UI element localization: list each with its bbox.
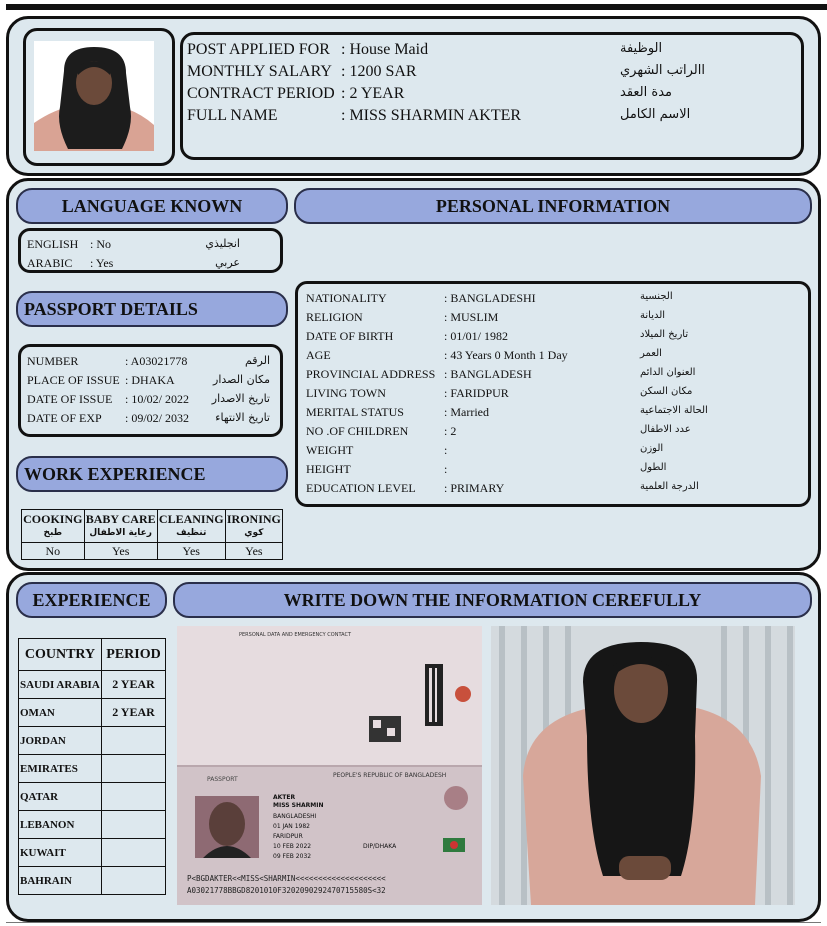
banner-title: WRITE DOWN THE INFORMATION CEREFULLY [173, 582, 812, 618]
work-skill-en: COOKING [23, 512, 83, 526]
work-skill-header [84, 510, 157, 543]
personal-value: : BANGLADESH [444, 367, 532, 381]
personal-label: NO .OF CHILDREN [306, 424, 409, 438]
experience-period: 2 YEAR [102, 699, 166, 727]
full-body-photo [491, 626, 795, 905]
scan-top-heading: PERSONAL DATA AND EMERGENCY CONTACT [239, 632, 352, 638]
work-skill-value: Yes [84, 543, 157, 560]
header-value: : MISS SHARMIN AKTER [341, 107, 522, 124]
personal-value: : 01/01/ 1982 [444, 329, 509, 343]
personal-label: RELIGION [306, 310, 363, 324]
experience-country: OMAN [19, 699, 102, 727]
header-label: POST APPLIED FOR [187, 41, 330, 58]
experience-row [19, 783, 166, 811]
header-arabic: الوظيفة [620, 41, 663, 56]
passport-value: : 10/02/ 2022 [125, 392, 190, 406]
work-skill-value: No [22, 543, 85, 560]
experience-row [19, 727, 166, 755]
passport-value: : 09/02/ 2032 [125, 411, 190, 425]
personal-arabic: الجنسية [640, 291, 673, 302]
work-skill-ar: رعاية الاطفال [89, 528, 152, 538]
personal-label: EDUCATION LEVEL [306, 481, 416, 495]
work-table [21, 509, 283, 560]
scan-expiry: 09 FEB 2032 [273, 853, 312, 860]
header-value: : 2 YEAR [341, 85, 405, 102]
work-skill-en: BABY CARE [85, 512, 156, 526]
personal-arabic: عدد الاطفال [640, 424, 691, 435]
experience-country: EMIRATES [19, 755, 102, 783]
personal-label: PROVINCIAL ADDRESS [306, 367, 436, 381]
language-label: ARABIC [27, 256, 73, 270]
passport-value: : A03021778 [125, 354, 188, 368]
language-arabic: انجليذي [205, 237, 240, 250]
scan-nationality: BANGLADESHI [273, 813, 317, 820]
passport-scan [177, 626, 482, 905]
passport-label: DATE OF ISSUE [27, 392, 113, 406]
experience-period [102, 811, 166, 839]
work-skill-value: Yes [157, 543, 225, 560]
personal-value: : [444, 462, 448, 476]
personal-value: : FARIDPUR [444, 386, 509, 400]
passport-arabic: تاريخ الانتهاء [215, 411, 270, 424]
personal-arabic: الدرجة العلمية [640, 481, 699, 492]
personal-arabic: الديانة [640, 310, 666, 321]
personal-arabic: تاريخ الميلاد [640, 329, 689, 340]
passport-arabic: مكان الصدار [213, 373, 270, 386]
scan-dob: 01 JAN 1982 [273, 823, 310, 830]
header-arabic: مدة العقد [620, 85, 672, 100]
experience-row [19, 671, 166, 699]
work-skill-ar: تنظيف [176, 528, 207, 538]
personal-value: : MUSLIM [444, 310, 499, 324]
header-arabic: الاسم الكامل [620, 107, 691, 122]
personal-arabic: الطول [640, 462, 667, 473]
personal-arabic: العنوان الدائم [640, 367, 696, 378]
header-label: FULL NAME [187, 107, 278, 124]
scan-mrz-1: P<BGDAKTER<<MISS<SHARMIN<<<<<<<<<<<<<<<<<<<< [187, 874, 386, 883]
experience-title: EXPERIENCE [16, 582, 167, 618]
personal-label: DATE OF BIRTH [306, 329, 394, 343]
work-skill-en: CLEANING [158, 512, 224, 526]
passport-label: PLACE OF ISSUE [27, 373, 120, 387]
personal-label: MERITAL STATUS [306, 405, 404, 419]
work-skill-header [22, 510, 85, 543]
col-country: COUNTRY [19, 639, 102, 671]
work-skill-header [225, 510, 282, 543]
passport-arabic: تاريخ الاصدار [211, 392, 270, 405]
experience-row [19, 811, 166, 839]
experience-row [19, 755, 166, 783]
experience-row [19, 867, 166, 895]
experience-country: KUWAIT [19, 839, 102, 867]
personal-label: LIVING TOWN [306, 386, 386, 400]
experience-period [102, 755, 166, 783]
bottom-rule [6, 922, 821, 923]
header-value: : 1200 SAR [341, 63, 417, 80]
work-skill-ar: كوي [244, 528, 264, 538]
passport-arabic: الرقم [244, 354, 270, 367]
scan-name: MISS SHARMIN [273, 802, 324, 809]
top-rule [6, 4, 827, 10]
profile-photo-frame [23, 28, 175, 166]
work-skill-en: IRONING [226, 512, 281, 526]
col-period: PERIOD [102, 639, 166, 671]
passport-value: : DHAKA [125, 373, 175, 387]
header-arabic: االراتب الشهري [620, 63, 705, 78]
experience-country: BAHRAIN [19, 867, 102, 895]
experience-table [18, 638, 166, 895]
language-arabic: عربي [215, 256, 240, 269]
header-label: MONTHLY SALARY [187, 63, 332, 80]
language-value: : Yes [90, 256, 114, 270]
experience-period [102, 783, 166, 811]
experience-period [102, 867, 166, 895]
experience-period [102, 839, 166, 867]
experience-row [19, 699, 166, 727]
work-skill-ar: طبخ [43, 528, 63, 538]
experience-country: JORDAN [19, 727, 102, 755]
scan-issue: 10 FEB 2022 [273, 843, 312, 850]
language-label: ENGLISH [27, 237, 79, 251]
personal-label: WEIGHT [306, 443, 354, 457]
personal-value: : Married [444, 405, 489, 419]
scan-mrz-2: A03021778BBGD8201010F3202090292470715580S<32 [187, 886, 386, 895]
language-title: LANGUAGE KNOWN [16, 188, 288, 224]
profile-photo [34, 41, 154, 151]
passport-label: DATE OF EXP [27, 411, 102, 425]
personal-label: HEIGHT [306, 462, 351, 476]
personal-arabic: الحالة الاجتماعية [640, 405, 708, 416]
work-skill-value: Yes [225, 543, 282, 560]
personal-value: : [444, 443, 448, 457]
personal-arabic: مكان السكن [640, 386, 693, 397]
experience-period [102, 727, 166, 755]
scan-authority: DIP/DHAKA [363, 843, 397, 850]
header-label: CONTRACT PERIOD [187, 85, 335, 102]
personal-label: AGE [306, 348, 331, 362]
personal-value: : BANGLADESHI [444, 291, 536, 305]
personal-value: : 2 [444, 424, 457, 438]
header-value: : House Maid [341, 41, 429, 58]
experience-row [19, 839, 166, 867]
scan-bottom-label: PASSPORT [207, 776, 238, 783]
personal-label: NATIONALITY [306, 291, 387, 305]
personal-value: : PRIMARY [444, 481, 505, 495]
experience-country: QATAR [19, 783, 102, 811]
personal-value: : 43 Years 0 Month 1 Day [444, 348, 568, 362]
experience-period: 2 YEAR [102, 671, 166, 699]
experience-country: SAUDI ARABIA [19, 671, 102, 699]
personal-title: PERSONAL INFORMATION [294, 188, 812, 224]
scan-place: FARIDPUR [273, 833, 303, 840]
passport-title: PASSPORT DETAILS [16, 291, 288, 327]
scan-bottom-heading: PEOPLE'S REPUBLIC OF BANGLADESH [333, 772, 447, 779]
experience-country: LEBANON [19, 811, 102, 839]
language-value: : No [90, 237, 111, 251]
personal-arabic: العمر [640, 348, 662, 359]
personal-arabic: الوزن [640, 443, 664, 454]
work-skill-header [157, 510, 225, 543]
passport-label: NUMBER [27, 354, 79, 368]
scan-surname: AKTER [273, 794, 296, 801]
work-title: WORK EXPERIENCE [16, 456, 288, 492]
